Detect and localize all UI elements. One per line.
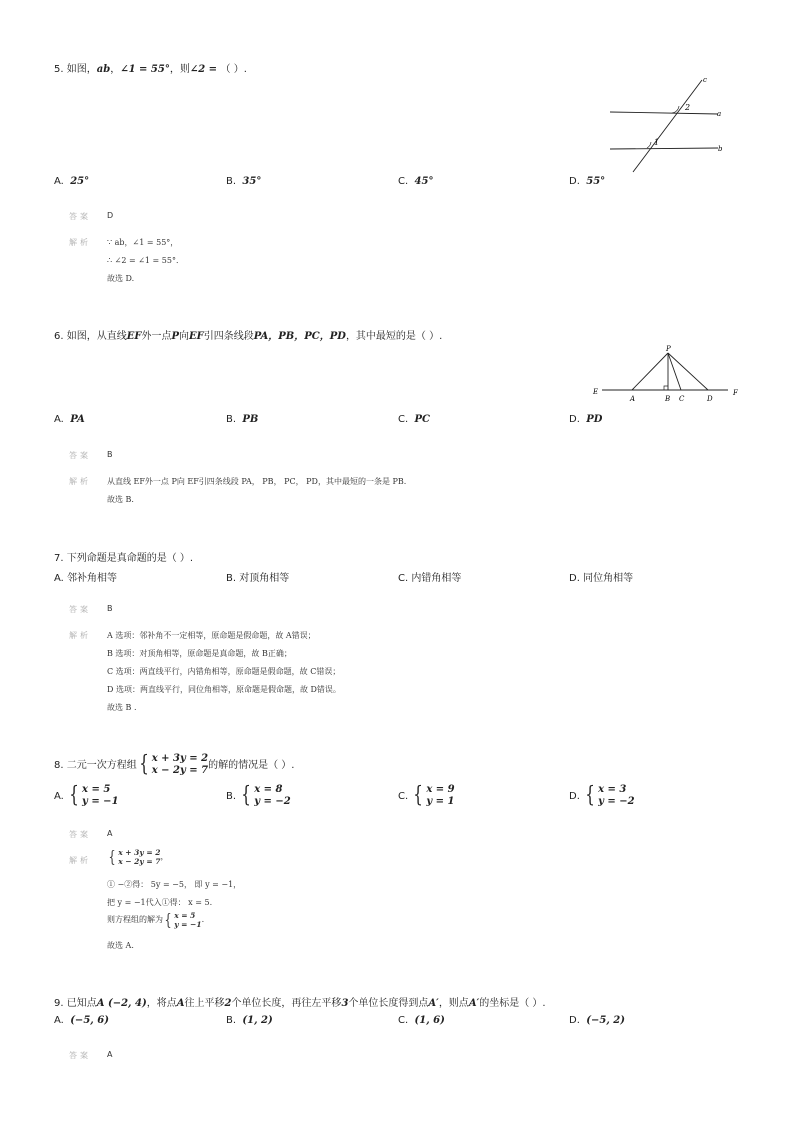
q9-option-d[interactable]: D. (−5, 2) <box>569 1015 625 1026</box>
q5-option-a[interactable]: A. 25° <box>54 176 90 187</box>
q5-option-d[interactable]: D. 55° <box>569 176 606 187</box>
q6-seg-pd <box>668 353 708 390</box>
q8-analysis-line-1: { x + 3y = 2 x − 2y = 7 ， <box>108 847 169 866</box>
q9-option-a[interactable]: A. (−5, 6) <box>54 1015 109 1026</box>
q6-label-f: F <box>733 389 738 397</box>
q5-label-2: 2 <box>685 103 691 112</box>
q6-label-c: C <box>679 395 685 403</box>
q9-answer-label: 答案 <box>69 1051 91 1060</box>
q8-option-d[interactable]: D. { x = 3 y = −2 <box>569 783 635 808</box>
q7-analysis-line-3: C 选项：两直线平行，内错角相等，原命题是假命题，故 C错误； <box>107 667 341 676</box>
q6-label-d: D <box>707 395 713 403</box>
q9-option-c[interactable]: C. (1, 6) <box>398 1015 445 1026</box>
q6-label-e: E <box>593 388 599 396</box>
q9-option-b[interactable]: B. (1, 2) <box>226 1015 273 1026</box>
q5-analysis-line-1: ∵ ab，∠1 = 55°， <box>107 238 179 247</box>
q8-option-a[interactable]: A. { x = 5 y = −1 <box>54 783 119 808</box>
q5-math-angle1: ∠1 = 55° <box>120 64 170 75</box>
q6-label-a: A <box>630 395 636 403</box>
q8-analysis-line-4: 则方程组的解为 { x = 5 y = −1 . <box>107 910 205 929</box>
q7-analysis-line-5: 故选 B . <box>107 703 137 712</box>
q8-answer-label: 答案 <box>69 830 91 839</box>
q8-analysis-label: 解析 <box>69 856 91 865</box>
q5-option-b[interactable]: B. 35° <box>226 176 262 187</box>
q6-option-c[interactable]: C. PC <box>398 414 431 425</box>
q8-answer: A <box>107 829 113 838</box>
q6-analysis-line-2: 故选 B. <box>107 495 134 504</box>
q5-arc-1 <box>647 142 651 148</box>
q5-analysis-line-3: 故选 D. <box>107 274 135 283</box>
q6-option-a[interactable]: A. PA <box>54 414 85 425</box>
q5-then: ，则 <box>169 64 190 75</box>
q5-label-1: 1 <box>654 138 660 147</box>
q5-figure <box>600 72 740 182</box>
q7-analysis-line-1: A 选项：邻补角不一定相等，原命题是假命题，故 A错误； <box>107 631 316 640</box>
q8-option-b[interactable]: B. { x = 8 y = −2 <box>226 783 291 808</box>
q5-analysis-line-2: ∴ ∠2 = ∠1 = 55°． <box>107 256 184 265</box>
q6-right-angle <box>664 386 668 390</box>
q6-seg-pa <box>632 353 668 390</box>
q7-option-d[interactable]: D. 同位角相等 <box>569 573 634 584</box>
q5-answer: D <box>107 211 114 220</box>
q9-answer: A <box>107 1050 113 1059</box>
q7-stem: 7. 下列命题是真命题的是（ ）. <box>54 553 194 564</box>
q6-analysis-label: 解析 <box>69 477 91 486</box>
q6-stem: 6. 如图，从直线EF外一点P向EF引四条线段PA，PB，PC，PD，其中最短的是（ ）. <box>54 331 443 342</box>
q8-eq2: x − 2y = 7 <box>151 765 209 776</box>
q5-line-b <box>610 148 718 149</box>
q6-figure <box>588 340 748 406</box>
q5-math-ab: ab <box>96 64 111 75</box>
q5-sep: ， <box>110 64 121 75</box>
q5-answer-label: 答案 <box>69 212 91 221</box>
q8-equation-system <box>137 753 208 777</box>
q6-answer: B <box>107 450 113 459</box>
q7-option-a[interactable]: A. 邻补角相等 <box>54 573 118 584</box>
q7-answer-label: 答案 <box>69 605 91 614</box>
q7-analysis-line-2: B 选项：对顶角相等，原命题是真命题，故 B正确； <box>107 649 292 658</box>
q5-line-a <box>610 112 718 114</box>
q6-answer-label: 答案 <box>69 451 91 460</box>
q9-stem: 9. 已知点A (−2, 4)，将点A往上平移2个单位长度，再往左平移3个单位长度得到点A′，则点A′的坐标是（ ）. <box>54 998 546 1009</box>
q6-label-p: P <box>666 345 671 353</box>
q8-analysis-line-3: 把 y = −1代入①得： x = 5. <box>107 898 213 907</box>
q5-line-c <box>633 80 702 172</box>
q5-label-c: c <box>703 76 707 84</box>
q8-analysis-line-2: ① −②得： 5y = −5， 即 y = −1， <box>107 880 242 889</box>
q6-analysis-line-1: 从直线 EF外一点 P向 EF引四条线段 PA， PB， PC， PD，其中最短的一条是 PB. <box>107 477 407 486</box>
q7-analysis-line-4: D 选项：两直线平行，同位角相等，原命题是假命题，故 D错误。 <box>107 685 341 694</box>
q8-analysis-line-5: 故选 A. <box>107 941 134 950</box>
q7-analysis-label: 解析 <box>69 631 91 640</box>
q5-analysis-label: 解析 <box>69 238 91 247</box>
q6-option-b[interactable]: B. PB <box>226 414 259 425</box>
q7-option-c[interactable]: C. 内错角相等 <box>398 573 462 584</box>
q8-option-c[interactable]: C. { x = 9 y = 1 <box>398 783 455 808</box>
q7-answer: B <box>107 604 113 613</box>
q5-label-a: a <box>717 110 722 118</box>
q8-eq1: x + 3y = 2 <box>151 753 209 764</box>
q5-suffix: （ ）. <box>220 64 247 75</box>
q6-option-d[interactable]: D. PD <box>569 414 603 425</box>
q5-option-c[interactable]: C. 45° <box>398 176 434 187</box>
q8-stem: 8. 二元一次方程组 { x + 3y = 2 x − 2y = 7 的解的情况是（ ）. <box>54 752 295 777</box>
q5-label-b: b <box>718 145 723 153</box>
q6-label-b: B <box>665 395 671 403</box>
q8-brace: { <box>138 752 149 777</box>
q5-prefix: 5. 如图， <box>54 64 97 75</box>
q7-option-b[interactable]: B. 对顶角相等 <box>226 573 290 584</box>
q5-stem <box>54 60 247 75</box>
q5-math-angle2: ∠2 = <box>189 64 221 75</box>
